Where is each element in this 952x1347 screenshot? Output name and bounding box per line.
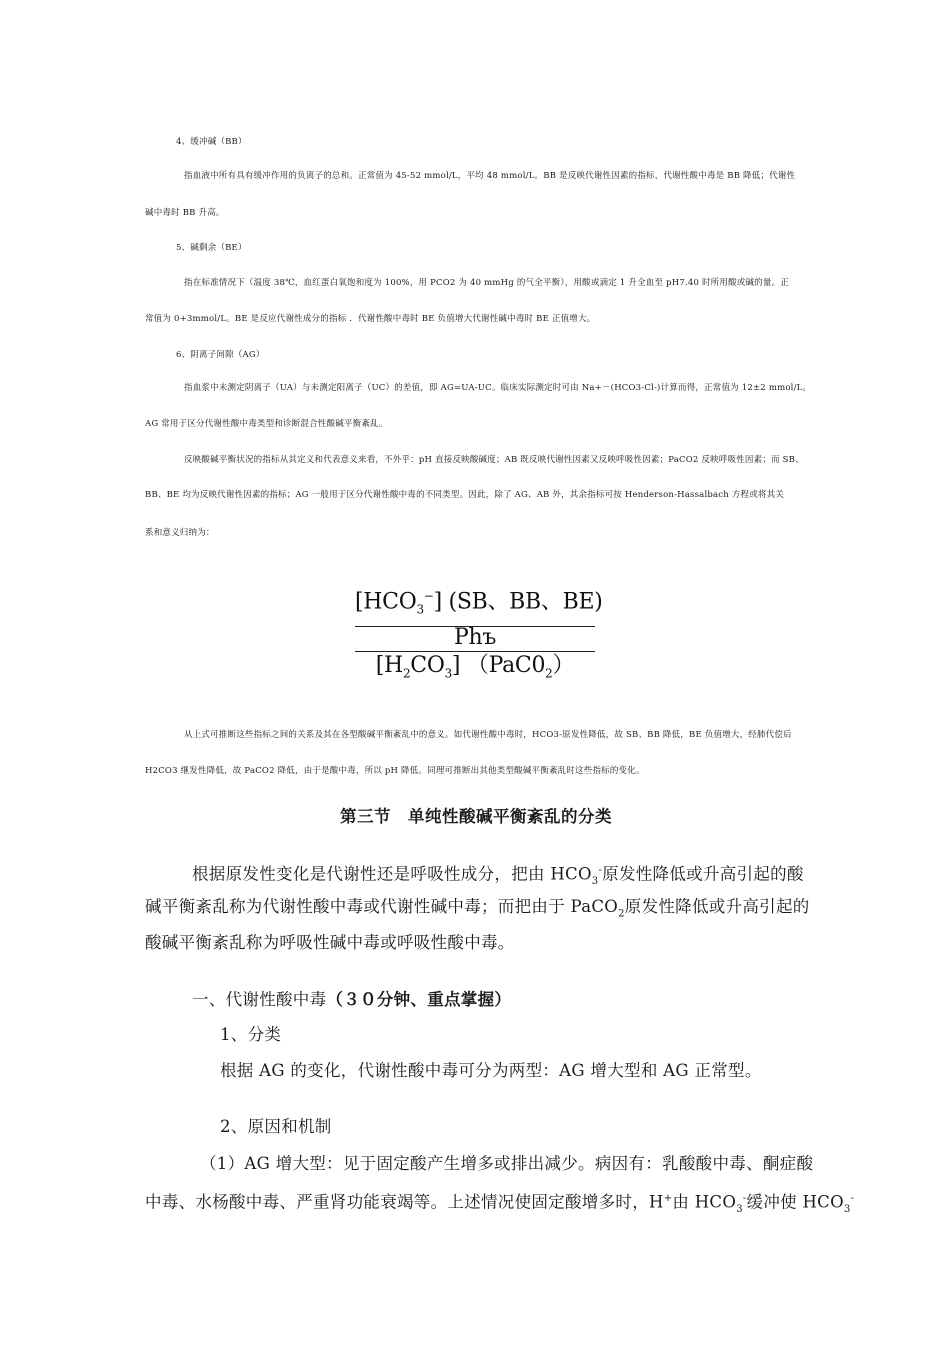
paragraph-base-excess-line-1: 指在标准情况下（温度 38℃，血红蛋白氧饱和度为 100%，用 PCO2 为 40 mmHg 的气全平衡），用酸或滴定 1 升全血至 pH7.40 时所用酸或碱的量。正 xyxy=(184,278,789,288)
item-classification-text: 根据 AG 的变化，代谢性酸中毒可分为两型：AG 增大型和 AG 正常型。 xyxy=(220,1061,762,1080)
item-causes-title: 2、原因和机制 xyxy=(220,1117,332,1136)
paragraph-anion-gap-line-1: 指血浆中未测定阴离子（UA）与未测定阳离子（UC）的差值，即 AG=UA-UC。临床实际测定时可由 Na+－(HCO3-Cl-)计算而得，正常值为 12±2 mmol/L。 xyxy=(184,383,812,393)
heading-buffer-base: 4、缓冲碱（BB） xyxy=(176,137,247,147)
item-classification-title: 1、分类 xyxy=(220,1025,282,1044)
formula-numerator: $[HCO_3^-]$ (SB、BB、BE) xyxy=(355,589,603,617)
heading-anion-gap: 6、阴离子间隙（AG） xyxy=(176,350,265,360)
intro-line-1: 根据原发性变化是代谢性还是呼吸性成分，把由 $HCO_3^-$原发性降低或升高引起的酸 xyxy=(192,864,804,887)
paragraph-buffer-base-line-2: 碱中毒时 BB 升高。 xyxy=(145,208,225,218)
intro-line-3: 酸碱平衡紊乱称为呼吸性碱中毒或呼吸性酸中毒。 xyxy=(145,933,515,952)
formula-middle: Phъ xyxy=(453,624,497,650)
paragraph-base-excess-line-2: 常值为 0+3mmol/L。BE 是反应代谢性成分的指标 ．代谢性酸中毒时 BE 负值增大代谢性碱中毒时 BE 正值增大。 xyxy=(145,314,596,324)
item-causes-line-2: 中毒、水杨酸中毒、严重肾功能衰竭等。上述情况使固定酸增多时，H+由 $HCO_3^-$缓冲使 $HCO_3^-$ xyxy=(145,1192,855,1215)
paragraph-summary-line-3: 系和意义归纳为： xyxy=(145,528,215,538)
heading-base-excess: 5、碱剩余（BE） xyxy=(176,243,247,253)
paragraph-anion-gap-line-2: AG 常用于区分代谢性酸中毒类型和诊断混合性酸碱平衡紊乱。 xyxy=(145,419,388,429)
paragraph-inference-line-2: H2CO3 继发性降低，故 PaCO2 降低，由于是酸中毒，所以 pH 降低。同理可推断出其他类型酸碱平衡紊乱时这些指标的变化。 xyxy=(145,766,645,776)
intro-line-2: 碱平衡紊乱称为代谢性酸中毒或代谢性碱中毒；而把由于 PaCO$_2$原发性降低或升高引起的 xyxy=(145,897,810,920)
henderson-hassalbach-formula xyxy=(355,582,603,687)
paragraph-buffer-base-line-1: 指血液中所有具有缓冲作用的负离子的总和。正常值为 45-52 mmol/L，平均 48 mmol/L。BB 是反映代谢性因素的指标，代谢性酸中毒是 BB 降低；代谢性 xyxy=(184,171,796,181)
formula-denominator: $[H_2CO_3]$ $(PaC0_2)$ xyxy=(375,652,575,681)
subsection-metabolic-acidosis: 一、代谢性酸中毒（３０分钟、重点掌握） xyxy=(192,990,512,1009)
paragraph-inference-line-1: 从上式可推断这些指标之间的关系及其在各型酸碱平衡紊乱中的意义。如代谢性酸中毒时，HCO3-原发性降低，故 SB、BB 降低，BE 负值增大，经肺代偿后 xyxy=(184,730,792,740)
section-title: 第三节 单纯性酸碱平衡紊乱的分类 xyxy=(340,807,612,826)
paragraph-summary-line-1: 反映酸碱平衡状况的指标从其定义和代表意义来看，不外乎：pH 直接反映酸碱度；AB 既反映代谢性因素又反映呼吸性因素；PaCO2 反映呼吸性因素；而 SB、 xyxy=(184,455,804,465)
item-causes-line-1: （1）AG 增大型：见于固定酸产生增多或排出减少。病因有：乳酸酸中毒、酮症酸 xyxy=(200,1154,814,1173)
paragraph-summary-line-2: BB、BE 均为反映代谢性因素的指标；AG 一般用于区分代谢性酸中毒的不同类型。因此，除了 AG、AB 外，其余指标可按 Henderson-Hassalbach 方程或将其关 xyxy=(145,490,785,500)
